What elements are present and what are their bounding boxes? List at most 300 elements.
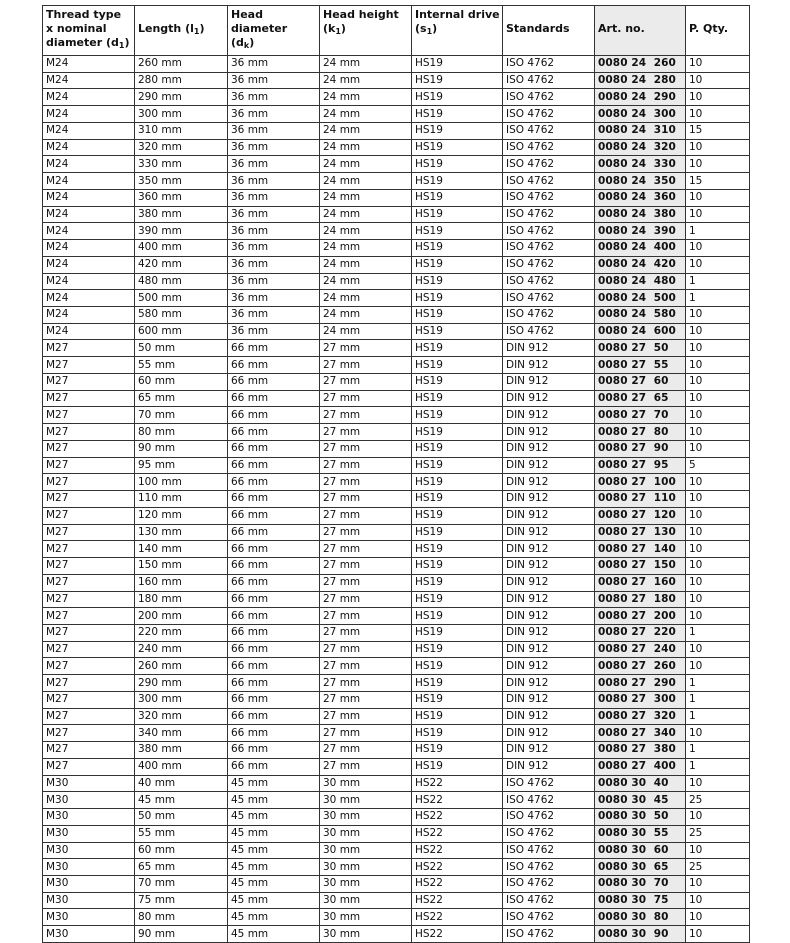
- cell-art-no: 0080 27 50: [595, 340, 686, 357]
- cell-thread-type: M27: [43, 691, 135, 708]
- cell-thread-type: M27: [43, 758, 135, 775]
- cell-art-no: 0080 27 95: [595, 457, 686, 474]
- table-row: [43, 122, 750, 139]
- cell-pqty: 10: [686, 56, 750, 73]
- cell-head-height: 27 mm: [320, 624, 412, 641]
- cell-head-diameter: 36 mm: [228, 256, 320, 273]
- header-length: [135, 6, 228, 56]
- cell-internal-drive: HS19: [412, 675, 503, 692]
- cell-pqty: 10: [686, 390, 750, 407]
- cell-internal-drive: HS19: [412, 424, 503, 441]
- cell-length: 130 mm: [135, 524, 228, 541]
- cell-thread-type: M27: [43, 507, 135, 524]
- cell-pqty: 10: [686, 809, 750, 826]
- cell-head-diameter: 36 mm: [228, 323, 320, 340]
- cell-head-height: 24 mm: [320, 72, 412, 89]
- cell-thread-type: M27: [43, 658, 135, 675]
- cell-standards: DIN 912: [503, 558, 595, 575]
- cell-internal-drive: HS19: [412, 491, 503, 508]
- cell-length: 55 mm: [135, 825, 228, 842]
- cell-thread-type: M24: [43, 189, 135, 206]
- cell-standards: ISO 4762: [503, 139, 595, 156]
- cell-pqty: 10: [686, 72, 750, 89]
- cell-thread-type: M27: [43, 357, 135, 374]
- cell-pqty: 10: [686, 156, 750, 173]
- cell-standards: ISO 4762: [503, 892, 595, 909]
- cell-standards: ISO 4762: [503, 122, 595, 139]
- cell-pqty: 10: [686, 641, 750, 658]
- cell-standards: DIN 912: [503, 524, 595, 541]
- cell-thread-type: M27: [43, 373, 135, 390]
- cell-head-diameter: 66 mm: [228, 457, 320, 474]
- cell-internal-drive: HS22: [412, 825, 503, 842]
- header-head-height-subscript: 1: [335, 27, 341, 36]
- header-pqty: [686, 6, 750, 56]
- cell-thread-type: M24: [43, 156, 135, 173]
- cell-head-diameter: 66 mm: [228, 658, 320, 675]
- cell-art-no: 0080 27 130: [595, 524, 686, 541]
- cell-length: 300 mm: [135, 691, 228, 708]
- cell-thread-type: M30: [43, 842, 135, 859]
- cell-pqty: 10: [686, 139, 750, 156]
- cell-thread-type: M24: [43, 290, 135, 307]
- cell-pqty: 25: [686, 859, 750, 876]
- table-row: [43, 859, 750, 876]
- cell-thread-type: M27: [43, 474, 135, 491]
- cell-pqty: 10: [686, 491, 750, 508]
- cell-internal-drive: HS19: [412, 440, 503, 457]
- table-row: [43, 641, 750, 658]
- cell-pqty: 10: [686, 106, 750, 123]
- cell-thread-type: M30: [43, 892, 135, 909]
- header-thread-type: [43, 6, 135, 56]
- cell-head-height: 30 mm: [320, 926, 412, 943]
- cell-thread-type: M30: [43, 875, 135, 892]
- cell-length: 320 mm: [135, 708, 228, 725]
- cell-standards: DIN 912: [503, 474, 595, 491]
- cell-head-diameter: 66 mm: [228, 558, 320, 575]
- cell-thread-type: M24: [43, 240, 135, 257]
- cell-head-diameter: 66 mm: [228, 758, 320, 775]
- cell-head-diameter: 66 mm: [228, 440, 320, 457]
- table-row: [43, 926, 750, 943]
- cell-pqty: 10: [686, 440, 750, 457]
- cell-head-height: 27 mm: [320, 507, 412, 524]
- cell-head-diameter: 66 mm: [228, 524, 320, 541]
- cell-pqty: 25: [686, 792, 750, 809]
- cell-internal-drive: HS19: [412, 474, 503, 491]
- cell-head-height: 24 mm: [320, 273, 412, 290]
- cell-art-no: 0080 27 200: [595, 608, 686, 625]
- header-standards: [503, 6, 595, 56]
- table-row: [43, 56, 750, 73]
- cell-standards: DIN 912: [503, 390, 595, 407]
- header-thread-close: ): [124, 36, 130, 49]
- cell-thread-type: M24: [43, 139, 135, 156]
- cell-art-no: 0080 27 240: [595, 641, 686, 658]
- cell-head-height: 27 mm: [320, 758, 412, 775]
- table-row: [43, 189, 750, 206]
- header-thread-line3: diameter (d: [46, 36, 119, 49]
- header-art-no: [595, 6, 686, 56]
- cell-thread-type: M27: [43, 558, 135, 575]
- cell-standards: DIN 912: [503, 440, 595, 457]
- cell-art-no: 0080 30 60: [595, 842, 686, 859]
- cell-pqty: 10: [686, 256, 750, 273]
- cell-internal-drive: HS19: [412, 658, 503, 675]
- table-row: [43, 474, 750, 491]
- cell-length: 95 mm: [135, 457, 228, 474]
- header-thread-line1: Thread type: [46, 8, 122, 21]
- table-row: [43, 825, 750, 842]
- cell-internal-drive: HS19: [412, 373, 503, 390]
- cell-art-no: 0080 27 150: [595, 558, 686, 575]
- cell-standards: DIN 912: [503, 407, 595, 424]
- table-row: [43, 223, 750, 240]
- cell-art-no: 0080 30 65: [595, 859, 686, 876]
- cell-thread-type: M24: [43, 89, 135, 106]
- cell-internal-drive: HS19: [412, 742, 503, 759]
- table-row: [43, 624, 750, 641]
- cell-head-diameter: 66 mm: [228, 424, 320, 441]
- cell-head-diameter: 66 mm: [228, 675, 320, 692]
- header-head-height-line2: (k: [323, 22, 336, 35]
- cell-thread-type: M30: [43, 825, 135, 842]
- cell-head-diameter: 45 mm: [228, 892, 320, 909]
- cell-art-no: 0080 30 55: [595, 825, 686, 842]
- header-head-diameter-subscript: k: [243, 41, 250, 50]
- cell-internal-drive: HS22: [412, 909, 503, 926]
- cell-head-height: 27 mm: [320, 608, 412, 625]
- cell-internal-drive: HS22: [412, 809, 503, 826]
- cell-length: 45 mm: [135, 792, 228, 809]
- cell-standards: DIN 912: [503, 658, 595, 675]
- cell-head-diameter: 36 mm: [228, 156, 320, 173]
- cell-standards: ISO 4762: [503, 156, 595, 173]
- cell-art-no: 0080 24 480: [595, 273, 686, 290]
- table-row: [43, 106, 750, 123]
- cell-length: 80 mm: [135, 909, 228, 926]
- cell-head-diameter: 45 mm: [228, 909, 320, 926]
- header-internal-drive: [412, 6, 503, 56]
- cell-head-height: 27 mm: [320, 340, 412, 357]
- cell-standards: ISO 4762: [503, 56, 595, 73]
- cell-thread-type: M27: [43, 608, 135, 625]
- cell-internal-drive: HS19: [412, 407, 503, 424]
- cell-thread-type: M30: [43, 775, 135, 792]
- cell-length: 140 mm: [135, 541, 228, 558]
- table-row: [43, 524, 750, 541]
- cell-internal-drive: HS19: [412, 89, 503, 106]
- cell-pqty: 10: [686, 909, 750, 926]
- cell-internal-drive: HS22: [412, 842, 503, 859]
- cell-head-height: 24 mm: [320, 206, 412, 223]
- cell-internal-drive: HS19: [412, 390, 503, 407]
- cell-length: 480 mm: [135, 273, 228, 290]
- table-row: [43, 491, 750, 508]
- cell-standards: ISO 4762: [503, 173, 595, 190]
- cell-pqty: 10: [686, 307, 750, 324]
- table-row: [43, 323, 750, 340]
- table-row: [43, 725, 750, 742]
- cell-standards: ISO 4762: [503, 72, 595, 89]
- cell-internal-drive: HS19: [412, 457, 503, 474]
- cell-head-diameter: 36 mm: [228, 223, 320, 240]
- cell-head-height: 27 mm: [320, 591, 412, 608]
- cell-thread-type: M27: [43, 340, 135, 357]
- table-row: [43, 541, 750, 558]
- cell-internal-drive: HS19: [412, 507, 503, 524]
- cell-length: 290 mm: [135, 675, 228, 692]
- cell-head-height: 24 mm: [320, 323, 412, 340]
- cell-thread-type: M24: [43, 122, 135, 139]
- cell-length: 420 mm: [135, 256, 228, 273]
- cell-standards: ISO 4762: [503, 775, 595, 792]
- cell-length: 200 mm: [135, 608, 228, 625]
- cell-pqty: 1: [686, 273, 750, 290]
- cell-internal-drive: HS19: [412, 173, 503, 190]
- cell-standards: DIN 912: [503, 624, 595, 641]
- cell-art-no: 0080 27 290: [595, 675, 686, 692]
- cell-internal-drive: HS22: [412, 875, 503, 892]
- cell-standards: DIN 912: [503, 457, 595, 474]
- cell-head-height: 30 mm: [320, 775, 412, 792]
- header-length-text: Length (l: [138, 22, 194, 35]
- cell-length: 110 mm: [135, 491, 228, 508]
- cell-length: 310 mm: [135, 122, 228, 139]
- cell-length: 65 mm: [135, 859, 228, 876]
- cell-head-diameter: 36 mm: [228, 240, 320, 257]
- cell-pqty: 10: [686, 875, 750, 892]
- cell-internal-drive: HS19: [412, 641, 503, 658]
- cell-head-height: 24 mm: [320, 139, 412, 156]
- cell-pqty: 5: [686, 457, 750, 474]
- cell-standards: ISO 4762: [503, 106, 595, 123]
- cell-internal-drive: HS19: [412, 608, 503, 625]
- header-thread-subscript: 1: [118, 41, 125, 50]
- cell-pqty: 10: [686, 591, 750, 608]
- cell-pqty: 1: [686, 742, 750, 759]
- cell-thread-type: M27: [43, 407, 135, 424]
- cell-head-height: 24 mm: [320, 106, 412, 123]
- cell-head-diameter: 45 mm: [228, 792, 320, 809]
- cell-head-height: 27 mm: [320, 725, 412, 742]
- cell-art-no: 0080 24 310: [595, 122, 686, 139]
- cell-art-no: 0080 27 70: [595, 407, 686, 424]
- cell-internal-drive: HS19: [412, 691, 503, 708]
- cell-length: 500 mm: [135, 290, 228, 307]
- cell-internal-drive: HS19: [412, 357, 503, 374]
- cell-art-no: 0080 30 45: [595, 792, 686, 809]
- cell-pqty: 10: [686, 926, 750, 943]
- cell-thread-type: M24: [43, 307, 135, 324]
- cell-internal-drive: HS19: [412, 323, 503, 340]
- cell-head-diameter: 36 mm: [228, 189, 320, 206]
- cell-head-height: 27 mm: [320, 390, 412, 407]
- cell-length: 100 mm: [135, 474, 228, 491]
- header-internal-drive-line1: Internal drive: [415, 8, 500, 21]
- cell-head-height: 30 mm: [320, 825, 412, 842]
- cell-art-no: 0080 27 90: [595, 440, 686, 457]
- cell-standards: DIN 912: [503, 373, 595, 390]
- cell-standards: ISO 4762: [503, 290, 595, 307]
- cell-head-diameter: 45 mm: [228, 842, 320, 859]
- header-length-close: ): [199, 22, 205, 35]
- cell-internal-drive: HS19: [412, 307, 503, 324]
- table-row: [43, 89, 750, 106]
- cell-standards: ISO 4762: [503, 189, 595, 206]
- cell-internal-drive: HS19: [412, 122, 503, 139]
- cell-internal-drive: HS19: [412, 223, 503, 240]
- cell-head-diameter: 66 mm: [228, 541, 320, 558]
- cell-head-height: 27 mm: [320, 407, 412, 424]
- cell-head-height: 24 mm: [320, 173, 412, 190]
- cell-length: 90 mm: [135, 440, 228, 457]
- cell-thread-type: M27: [43, 725, 135, 742]
- cell-head-height: 30 mm: [320, 875, 412, 892]
- cell-art-no: 0080 24 420: [595, 256, 686, 273]
- cell-pqty: 10: [686, 558, 750, 575]
- cell-art-no: 0080 24 400: [595, 240, 686, 257]
- cell-internal-drive: HS22: [412, 792, 503, 809]
- cell-standards: ISO 4762: [503, 223, 595, 240]
- cell-thread-type: M30: [43, 792, 135, 809]
- cell-art-no: 0080 24 320: [595, 139, 686, 156]
- cell-head-diameter: 66 mm: [228, 373, 320, 390]
- table-row: [43, 658, 750, 675]
- cell-pqty: 10: [686, 424, 750, 441]
- cell-standards: ISO 4762: [503, 825, 595, 842]
- cell-thread-type: M24: [43, 256, 135, 273]
- cell-art-no: 0080 27 320: [595, 708, 686, 725]
- cell-length: 350 mm: [135, 173, 228, 190]
- cell-length: 65 mm: [135, 390, 228, 407]
- cell-pqty: 10: [686, 658, 750, 675]
- cell-head-diameter: 66 mm: [228, 407, 320, 424]
- table-row: [43, 440, 750, 457]
- header-internal-drive-subscript: 1: [426, 27, 433, 36]
- cell-thread-type: M24: [43, 223, 135, 240]
- cell-pqty: 10: [686, 407, 750, 424]
- cell-head-height: 27 mm: [320, 474, 412, 491]
- cell-pqty: 1: [686, 290, 750, 307]
- cell-head-diameter: 66 mm: [228, 491, 320, 508]
- cell-pqty: 10: [686, 574, 750, 591]
- cell-standards: ISO 4762: [503, 89, 595, 106]
- cell-head-height: 24 mm: [320, 240, 412, 257]
- cell-art-no: 0080 24 260: [595, 56, 686, 73]
- cell-internal-drive: HS19: [412, 56, 503, 73]
- cell-head-diameter: 66 mm: [228, 725, 320, 742]
- cell-pqty: 10: [686, 323, 750, 340]
- cell-head-height: 24 mm: [320, 223, 412, 240]
- cell-length: 60 mm: [135, 842, 228, 859]
- cell-internal-drive: HS19: [412, 189, 503, 206]
- cell-head-diameter: 36 mm: [228, 273, 320, 290]
- cell-head-height: 27 mm: [320, 524, 412, 541]
- cell-length: 260 mm: [135, 658, 228, 675]
- cell-head-diameter: 36 mm: [228, 173, 320, 190]
- cell-head-diameter: 66 mm: [228, 691, 320, 708]
- cell-standards: ISO 4762: [503, 809, 595, 826]
- cell-art-no: 0080 24 350: [595, 173, 686, 190]
- cell-pqty: 1: [686, 223, 750, 240]
- product-table-container: [42, 5, 749, 943]
- cell-pqty: 10: [686, 507, 750, 524]
- table-row: [43, 206, 750, 223]
- cell-pqty: 1: [686, 624, 750, 641]
- cell-head-height: 24 mm: [320, 307, 412, 324]
- cell-internal-drive: HS19: [412, 139, 503, 156]
- table-row: [43, 574, 750, 591]
- header-head-height: [320, 6, 412, 56]
- cell-head-height: 27 mm: [320, 357, 412, 374]
- cell-art-no: 0080 30 50: [595, 809, 686, 826]
- cell-thread-type: M30: [43, 909, 135, 926]
- cell-internal-drive: HS19: [412, 558, 503, 575]
- cell-pqty: 10: [686, 608, 750, 625]
- cell-pqty: 10: [686, 373, 750, 390]
- table-row: [43, 307, 750, 324]
- cell-standards: DIN 912: [503, 608, 595, 625]
- cell-head-diameter: 36 mm: [228, 72, 320, 89]
- cell-internal-drive: HS19: [412, 524, 503, 541]
- cell-head-height: 27 mm: [320, 742, 412, 759]
- cell-length: 120 mm: [135, 507, 228, 524]
- cell-standards: DIN 912: [503, 591, 595, 608]
- cell-head-diameter: 66 mm: [228, 507, 320, 524]
- cell-thread-type: M27: [43, 742, 135, 759]
- cell-internal-drive: HS19: [412, 758, 503, 775]
- cell-internal-drive: HS19: [412, 273, 503, 290]
- cell-length: 75 mm: [135, 892, 228, 909]
- cell-length: 330 mm: [135, 156, 228, 173]
- cell-length: 280 mm: [135, 72, 228, 89]
- cell-pqty: 10: [686, 206, 750, 223]
- cell-standards: ISO 4762: [503, 323, 595, 340]
- cell-head-diameter: 45 mm: [228, 859, 320, 876]
- cell-head-diameter: 36 mm: [228, 122, 320, 139]
- table-row: [43, 424, 750, 441]
- cell-thread-type: M27: [43, 574, 135, 591]
- cell-pqty: 10: [686, 189, 750, 206]
- table-row: [43, 156, 750, 173]
- cell-art-no: 0080 27 220: [595, 624, 686, 641]
- cell-thread-type: M27: [43, 708, 135, 725]
- cell-art-no: 0080 27 380: [595, 742, 686, 759]
- header-head-diameter-line2: (d: [231, 36, 244, 49]
- cell-art-no: 0080 27 180: [595, 591, 686, 608]
- table-row: [43, 909, 750, 926]
- cell-thread-type: M27: [43, 675, 135, 692]
- cell-standards: ISO 4762: [503, 273, 595, 290]
- cell-art-no: 0080 27 60: [595, 373, 686, 390]
- cell-length: 380 mm: [135, 206, 228, 223]
- cell-standards: DIN 912: [503, 507, 595, 524]
- cell-art-no: 0080 27 400: [595, 758, 686, 775]
- cell-head-diameter: 45 mm: [228, 825, 320, 842]
- cell-head-diameter: 66 mm: [228, 708, 320, 725]
- cell-head-height: 24 mm: [320, 89, 412, 106]
- cell-pqty: 1: [686, 675, 750, 692]
- cell-length: 70 mm: [135, 875, 228, 892]
- cell-head-height: 27 mm: [320, 541, 412, 558]
- cell-head-diameter: 66 mm: [228, 474, 320, 491]
- cell-head-diameter: 66 mm: [228, 624, 320, 641]
- cell-internal-drive: HS19: [412, 725, 503, 742]
- cell-head-diameter: 66 mm: [228, 357, 320, 374]
- table-row: [43, 892, 750, 909]
